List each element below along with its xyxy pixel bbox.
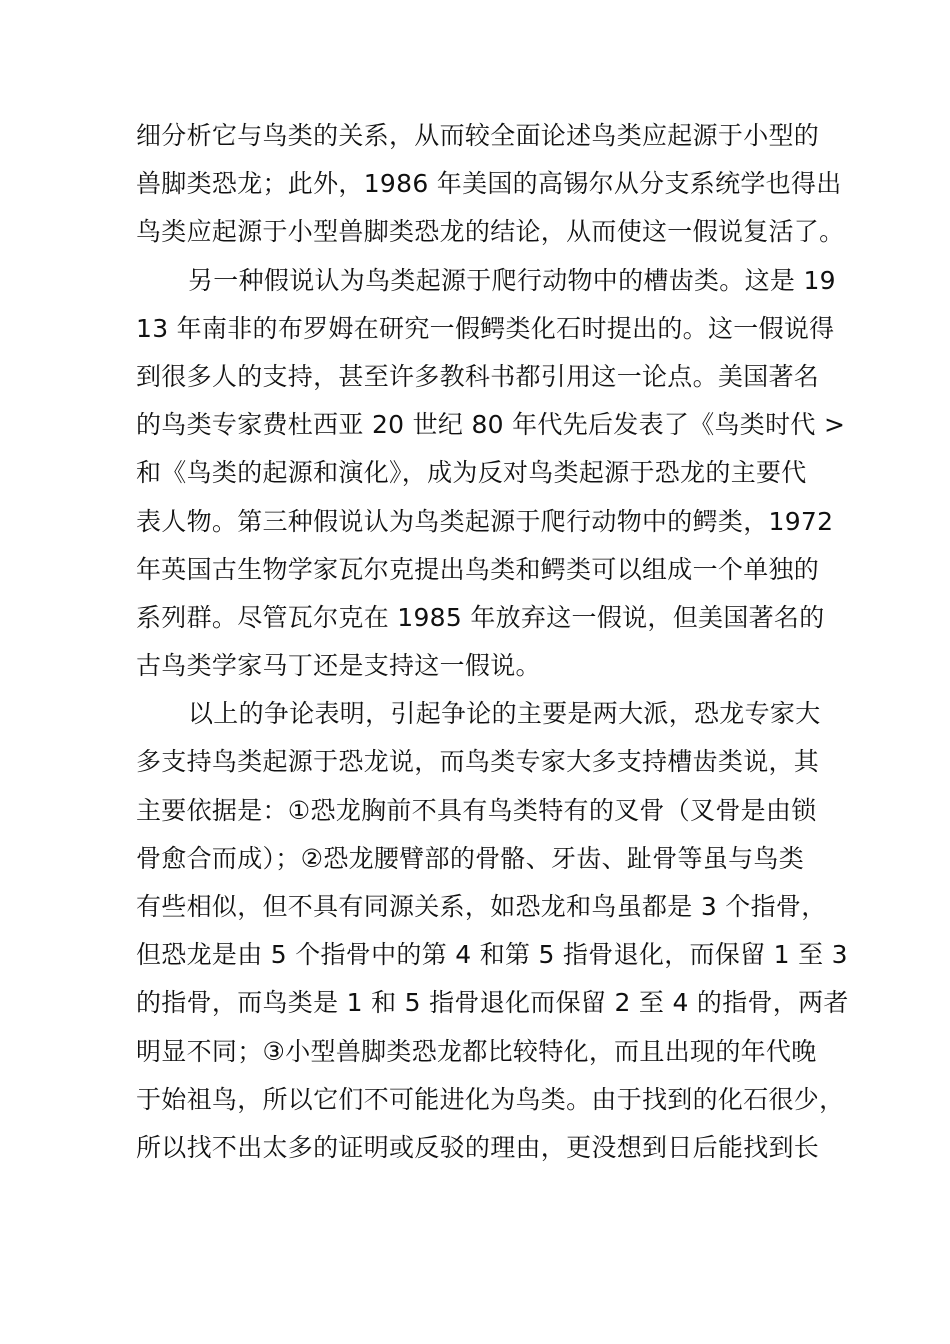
paragraph-first-line: 另一种假说认为鸟类起源于爬行动物中的槽齿类。这是 19 (188, 265, 836, 295)
text-line: 骨愈合而成）；②恐龙腰臂部的骨骼、牙齿、趾骨等虽与鸟类 (136, 843, 805, 873)
text-line: 于始祖鸟，所以它们不可能进化为鸟类。由于找到的化石很少， (136, 1084, 845, 1114)
paragraph-first-line: 以上的争论表明，引起争论的主要是两大派，恐龙专家大 (188, 699, 821, 729)
text-line: 但恐龙是由 5 个指骨中的第 4 和第 5 指骨退化，而保留 1 至 3 (136, 940, 848, 970)
text-line: 表人物。第三种假说认为鸟类起源于爬行动物中的鳄类，1972 (136, 506, 834, 536)
text-line: 古鸟类学家马丁还是支持这一假说。 (136, 651, 541, 681)
text-line: 多支持鸟类起源于恐龙说，而鸟类专家大多支持槽齿类说，其 (136, 747, 820, 777)
text-line: 和《鸟类的起源和演化》，成为反对鸟类起源于恐龙的主要代 (136, 458, 807, 488)
text-line: 的指骨，而鸟类是 1 和 5 指骨退化而保留 2 至 4 的指骨，两者 (136, 988, 849, 1018)
document-body (136, 112, 856, 1172)
text-line: 到很多人的支持，甚至许多教科书都引用这一论点。美国著名 (136, 361, 820, 391)
text-line: 年英国古生物学家瓦尔克提出鸟类和鳄类可以组成一个单独的 (136, 554, 820, 584)
text-line: 兽脚类恐龙；此外，1986 年美国的高锡尔从分支系统学也得出 (136, 169, 842, 199)
text-line: 主要依据是：①恐龙胸前不具有鸟类特有的叉骨（叉骨是由锁 (136, 795, 817, 825)
text-line: 的鸟类专家费杜西亚 20 世纪 80 年代先后发表了《鸟类时代 > (136, 410, 846, 440)
text-line: 13 年南非的布罗姆在研究一假鳄类化石时提出的。这一假说得 (136, 313, 835, 343)
text-line: 鸟类应起源于小型兽脚类恐龙的结论，从而使这一假说复活了。 (136, 217, 845, 247)
text-line: 有些相似，但不具有同源关系，如恐龙和鸟虽都是 3 个指骨， (136, 892, 827, 921)
text-line: 明显不同；③小型兽脚类恐龙都比较特化，而且出现的年代晚 (136, 1036, 817, 1066)
text-line: 细分析它与鸟类的关系，从而较全面论述鸟类应起源于小型的 (136, 121, 820, 150)
text-line: 所以找不出太多的证明或反驳的理由，更没想到日后能找到长 (136, 1132, 820, 1162)
text-line: 系列群。尽管瓦尔克在 1985 年放弃这一假说，但美国著名的 (136, 602, 825, 632)
